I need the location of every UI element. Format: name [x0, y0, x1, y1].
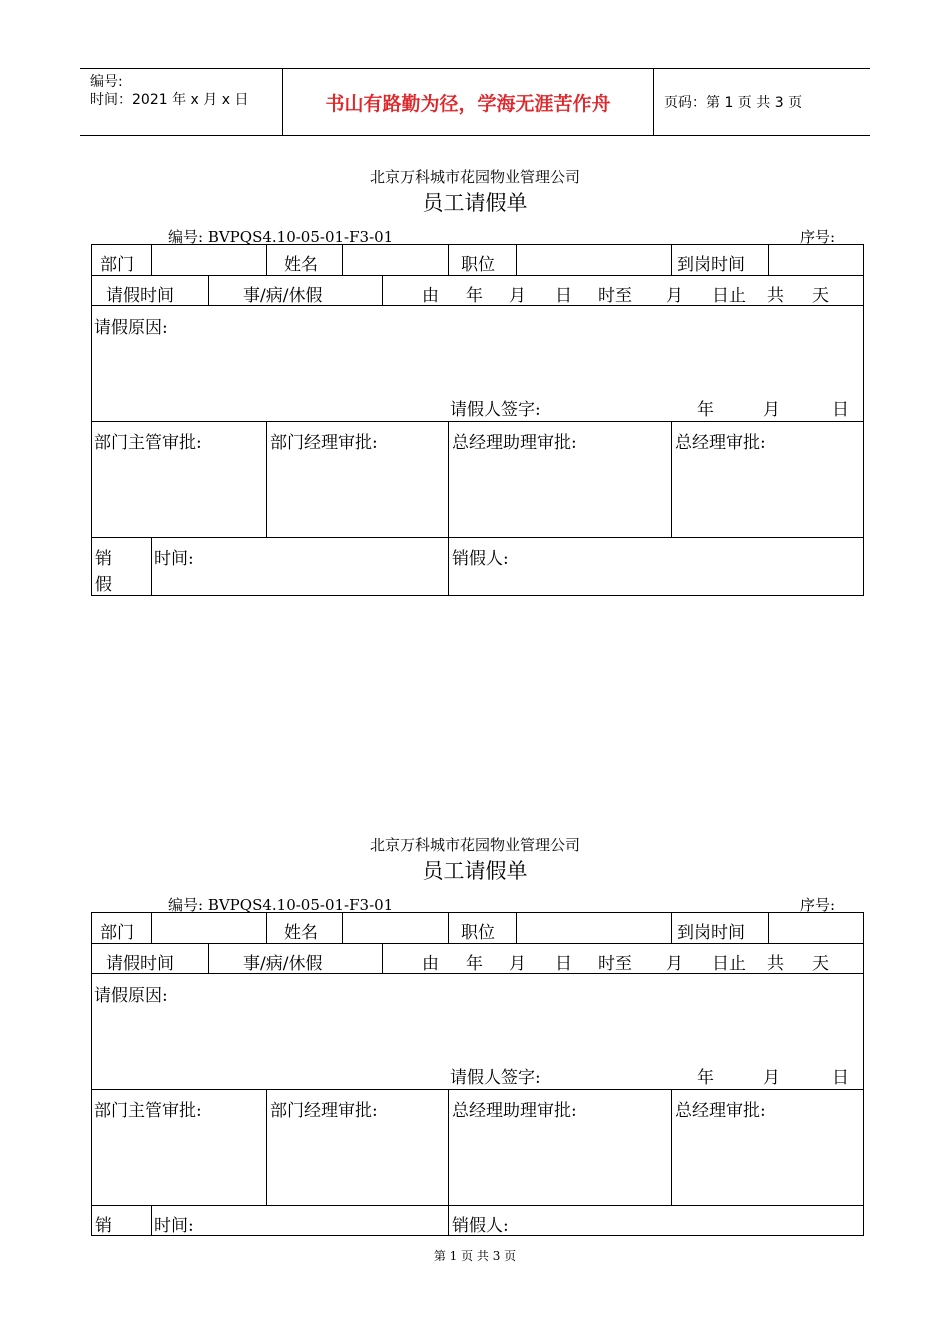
dept-value-cell[interactable] — [151, 245, 266, 275]
date-day-end-label: 日止 — [712, 286, 746, 306]
dept-supervisor-label: 部门主管审批: — [94, 433, 202, 453]
days-label: 天 — [812, 286, 829, 306]
header-time-label: 时间：2021 年 x 月 x 日 — [90, 92, 249, 108]
leave-time-label-cell — [92, 944, 208, 973]
date-day-label: 日 — [555, 954, 572, 974]
position-value-cell[interactable] — [516, 913, 671, 943]
gm-assistant-cell[interactable] — [448, 422, 671, 537]
dept-manager-label: 部门经理审批: — [270, 433, 378, 453]
dept-label-cell — [92, 913, 152, 943]
form-code: 编号: BVPQS4.10-05-01-F3-01 — [168, 228, 394, 246]
leave-type-cell[interactable] — [208, 276, 382, 305]
header-meta — [80, 69, 282, 135]
row-basic-info — [92, 245, 863, 276]
dept-manager-label: 部门经理审批: — [270, 1101, 378, 1121]
dept-label-cell — [92, 245, 152, 275]
header-number-label: 编号: — [90, 74, 123, 90]
gm-assistant-cell[interactable] — [448, 1090, 671, 1205]
date-month2-label: 月 — [666, 954, 683, 974]
leave-type-label: 事/病/休假 — [243, 286, 323, 306]
cancel-person-label: 销假人: — [452, 549, 509, 569]
dept-supervisor-label: 部门主管审批: — [94, 1101, 202, 1121]
leave-time-label: 请假时间 — [106, 286, 174, 306]
sign-year-label: 年 — [697, 400, 714, 420]
form-title: 员工请假单 — [422, 859, 528, 883]
date-year-label: 年 — [466, 954, 483, 974]
leave-time-label-cell — [92, 276, 208, 305]
dept-manager-cell[interactable] — [266, 1090, 448, 1205]
form-title: 员工请假单 — [422, 191, 528, 215]
leave-date-cell[interactable] — [382, 944, 863, 973]
date-month-label: 月 — [509, 954, 526, 974]
cancel-char-1: 销 — [95, 1216, 112, 1236]
cancel-person-label: 销假人: — [452, 1216, 509, 1236]
cancel-label-cell — [92, 1206, 152, 1235]
position-value-cell[interactable] — [516, 245, 671, 275]
dept-manager-cell[interactable] — [266, 422, 448, 537]
row-approvals — [92, 422, 863, 538]
leave-type-label: 事/病/休假 — [243, 954, 323, 974]
sign-day-label: 日 — [832, 1068, 849, 1088]
date-year-label: 年 — [466, 286, 483, 306]
gm-label: 总经理审批: — [675, 1101, 766, 1121]
row-reason[interactable] — [92, 306, 863, 422]
name-label: 姓名 — [284, 923, 318, 943]
cancel-char-2: 假 — [95, 575, 112, 595]
dept-value-cell[interactable] — [151, 913, 266, 943]
gm-assistant-label: 总经理助理审批: — [452, 433, 577, 453]
header-motto: 书山有路勤为径，学海无涯苦作舟 — [282, 69, 654, 135]
arrival-time-label: 到岗时间 — [677, 255, 745, 275]
form-table — [91, 912, 864, 1236]
name-label-cell — [266, 913, 342, 943]
cancel-time-cell[interactable] — [151, 1206, 448, 1235]
sign-month-label: 月 — [763, 400, 780, 420]
cancel-person-cell[interactable] — [448, 1206, 863, 1235]
cancel-person-cell[interactable] — [448, 538, 863, 595]
arrival-value-cell[interactable] — [768, 913, 863, 943]
row-reason[interactable] — [92, 974, 863, 1090]
position-label: 职位 — [461, 255, 495, 275]
form-code: 编号: BVPQS4.10-05-01-F3-01 — [168, 896, 394, 914]
sequence-label: 序号: — [800, 896, 836, 914]
name-label: 姓名 — [284, 255, 318, 275]
arrival-time-label: 到岗时间 — [677, 923, 745, 943]
row-cancel — [92, 538, 863, 595]
header-page-info: 页码：第 1 页 共 3 页 — [664, 95, 803, 111]
sequence-label: 序号: — [800, 228, 836, 246]
position-label-cell — [448, 913, 516, 943]
gm-label: 总经理审批: — [675, 433, 766, 453]
cancel-time-label: 时间: — [154, 549, 194, 569]
date-hour-to-label: 时至 — [598, 954, 632, 974]
leave-date-cell[interactable] — [382, 276, 863, 305]
row-basic-info — [92, 913, 863, 944]
cancel-time-label: 时间: — [154, 1216, 194, 1236]
gm-cell[interactable] — [671, 1090, 863, 1205]
gm-assistant-label: 总经理助理审批: — [452, 1101, 577, 1121]
row-leave-time — [92, 276, 863, 306]
arrival-value-cell[interactable] — [768, 245, 863, 275]
position-label-cell — [448, 245, 516, 275]
page-footer: 第 1 页 共 3 页 — [433, 1249, 517, 1263]
name-label-cell — [266, 245, 342, 275]
row-approvals — [92, 1090, 863, 1206]
sign-year-label: 年 — [697, 1068, 714, 1088]
dept-supervisor-cell[interactable] — [92, 1090, 266, 1205]
applicant-sign-label: 请假人签字: — [450, 400, 541, 420]
reason-label: 请假原因: — [94, 986, 168, 1006]
date-day-label: 日 — [555, 286, 572, 306]
applicant-sign-label: 请假人签字: — [450, 1068, 541, 1088]
row-leave-time — [92, 944, 863, 974]
dept-supervisor-cell[interactable] — [92, 422, 266, 537]
date-month2-label: 月 — [666, 286, 683, 306]
date-hour-to-label: 时至 — [598, 286, 632, 306]
cancel-label-cell — [92, 538, 152, 595]
reason-label: 请假原因: — [94, 318, 168, 338]
dept-label: 部门 — [100, 255, 134, 275]
total-label: 共 — [767, 286, 784, 306]
arrival-label-cell — [671, 245, 768, 275]
date-day-end-label: 日止 — [712, 954, 746, 974]
total-label: 共 — [767, 954, 784, 974]
cancel-char-1: 销 — [95, 549, 112, 569]
gm-cell[interactable] — [671, 422, 863, 537]
company-name: 北京万科城市花园物业管理公司 — [369, 836, 580, 854]
arrival-label-cell — [671, 913, 768, 943]
date-from-label: 由 — [422, 954, 439, 974]
leave-time-label: 请假时间 — [106, 954, 174, 974]
row-cancel — [92, 1206, 863, 1235]
cancel-time-cell[interactable] — [151, 538, 448, 595]
form-table — [91, 244, 864, 596]
company-name: 北京万科城市花园物业管理公司 — [369, 168, 580, 186]
sign-day-label: 日 — [832, 400, 849, 420]
date-from-label: 由 — [422, 286, 439, 306]
page-header — [80, 68, 870, 136]
position-label: 职位 — [461, 923, 495, 943]
name-value-cell[interactable] — [342, 913, 448, 943]
date-month-label: 月 — [509, 286, 526, 306]
dept-label: 部门 — [100, 923, 134, 943]
name-value-cell[interactable] — [342, 245, 448, 275]
days-label: 天 — [812, 954, 829, 974]
sign-month-label: 月 — [763, 1068, 780, 1088]
leave-type-cell[interactable] — [208, 944, 382, 973]
